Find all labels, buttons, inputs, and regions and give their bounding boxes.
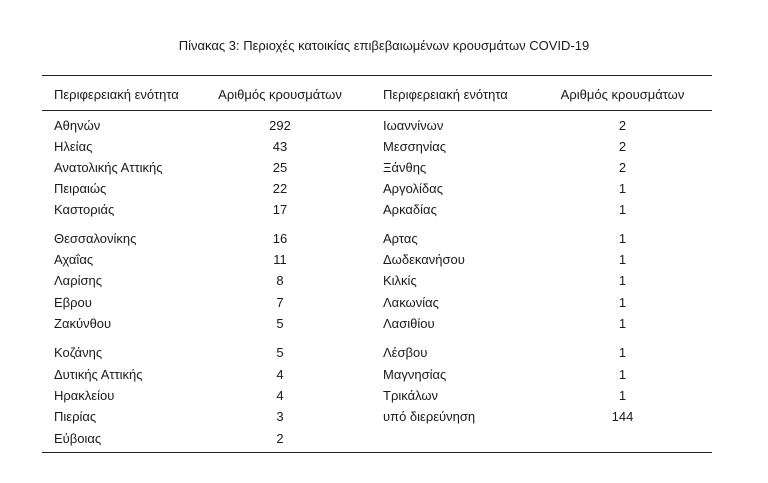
left-cases-cell: 7 — [276, 295, 284, 310]
left-region-cell: Ηρακλείου — [54, 388, 115, 403]
right-cases-cell: 1 — [618, 231, 627, 246]
left-cases-cell: 25 — [272, 160, 288, 175]
left-cases-cell: 22 — [272, 181, 288, 196]
right-cases-cell: 1 — [618, 316, 627, 331]
table-title: Πίνακας 3: Περιοχές κατοικίας επιβεβαιωμένων κρουσμάτων COVID-19 — [178, 38, 590, 53]
left-cases-cell: 17 — [272, 202, 288, 217]
left-region-cell: Εύβοιας — [54, 431, 102, 446]
right-region-cell: υπό διερεύνηση — [383, 409, 476, 424]
left-cases-cell: 3 — [276, 409, 284, 424]
right-cases-cell: 1 — [618, 295, 627, 310]
left-cases-cell: 16 — [272, 231, 288, 246]
header-region-right: Περιφερειακή ενότητα — [383, 87, 508, 102]
right-region-cell: Αρκαδίας — [383, 202, 437, 217]
right-cases-cell: 2 — [618, 139, 627, 154]
right-region-cell: Λέσβου — [383, 345, 428, 360]
right-region-cell: Λακωνίας — [383, 295, 439, 310]
right-region-cell: Ξάνθης — [383, 160, 427, 175]
left-region-cell: Εβρου — [54, 295, 92, 310]
left-region-cell: Κοζάνης — [54, 345, 103, 360]
right-region-cell: Τρικάλων — [383, 388, 439, 403]
right-region-cell: Λασιθίου — [383, 316, 435, 331]
left-cases-cell: 2 — [276, 431, 284, 446]
table-header-rule — [42, 110, 712, 111]
left-cases-cell: 4 — [276, 388, 284, 403]
left-region-cell: Δυτικής Αττικής — [54, 367, 143, 382]
right-cases-cell: 2 — [618, 118, 627, 133]
left-cases-cell: 8 — [276, 273, 284, 288]
right-region-cell: Δωδεκανήσου — [383, 252, 465, 267]
left-region-cell: Ζακύνθου — [54, 316, 112, 331]
header-cases-right: Αριθμός κρουσμάτων — [560, 87, 685, 102]
left-region-cell: Αθηνών — [54, 118, 101, 133]
right-cases-cell: 1 — [618, 273, 627, 288]
right-region-cell: Κιλκίς — [383, 273, 417, 288]
header-cases-left: Αριθμός κρουσμάτων — [218, 87, 342, 102]
table-top-rule — [42, 75, 712, 76]
right-region-cell: Μαγνησίας — [383, 367, 447, 382]
left-cases-cell: 11 — [273, 252, 287, 267]
right-cases-cell: 1 — [618, 181, 627, 196]
left-cases-cell: 5 — [276, 316, 284, 331]
header-region-left: Περιφερειακή ενότητα — [54, 87, 179, 102]
left-region-cell: Αχαΐας — [54, 252, 94, 267]
left-region-cell: Ανατολικής Αττικής — [54, 160, 163, 175]
left-region-cell: Ηλείας — [54, 139, 93, 154]
right-cases-cell: 1 — [618, 202, 627, 217]
left-cases-cell: 43 — [272, 139, 288, 154]
right-cases-cell: 1 — [618, 367, 627, 382]
left-cases-cell: 292 — [269, 118, 291, 133]
right-cases-cell: 1 — [618, 252, 627, 267]
right-region-cell: Αργολίδας — [383, 181, 443, 196]
right-region-cell: Μεσσηνίας — [383, 139, 447, 154]
left-region-cell: Πειραιώς — [54, 181, 107, 196]
right-cases-cell: 2 — [618, 160, 627, 175]
left-cases-cell: 4 — [276, 367, 284, 382]
right-cases-cell: 144 — [611, 409, 634, 424]
left-region-cell: Καστοριάς — [54, 202, 115, 217]
right-cases-cell: 1 — [618, 388, 627, 403]
right-cases-cell: 1 — [618, 345, 627, 360]
left-region-cell: Θεσσαλονίκης — [54, 231, 137, 246]
right-region-cell: Ιωαννίνων — [383, 118, 444, 133]
right-region-cell: Αρτας — [383, 231, 418, 246]
left-region-cell: Λαρίσης — [54, 273, 103, 288]
left-region-cell: Πιερίας — [54, 409, 97, 424]
left-cases-cell: 5 — [276, 345, 284, 360]
table-bottom-rule — [42, 452, 712, 453]
